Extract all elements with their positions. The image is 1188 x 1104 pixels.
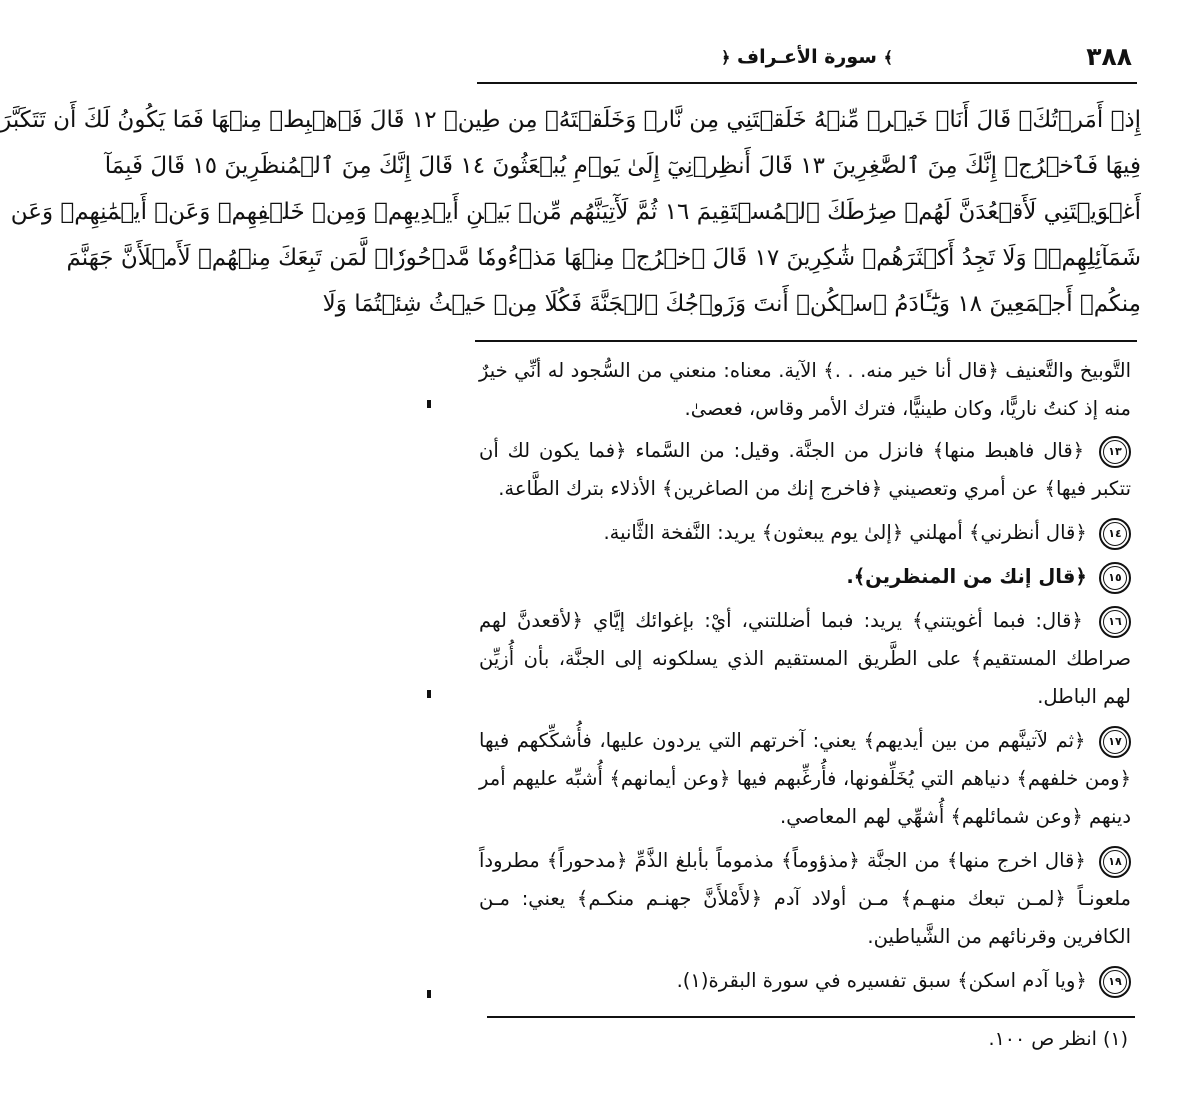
tafsir-paragraph-17 (479, 722, 1131, 836)
tafsir-paragraph-19 (479, 962, 1131, 1000)
tafsir-paragraph (479, 352, 1131, 428)
tafsir-text: ﴿قال إنك من المنظرين﴾. (846, 565, 1087, 588)
footnote-rule (487, 1016, 1135, 1018)
ayah-number-marker: ١٥ (1099, 562, 1131, 594)
tafsir-paragraph-16 (479, 602, 1131, 716)
ayah-number-marker: ١٨ (1099, 846, 1131, 878)
section-divider (475, 340, 1137, 342)
tafsir-paragraph-13 (479, 432, 1131, 508)
quran-line: إِذۡ أَمَرۡتُكَۖ قَالَ أَنَا۠ خَيۡرٞ مِّنۡهُ خَلَقۡتَنِي مِن نَّارٖ وَخَلَقۡتَهُۥ مِن طِينٖ ١٢ قَالَ فَٱهۡبِطۡ مِنۡهَا فَمَا يَكُونُ لَكَ أَن تَتَكَبَّرَ (0, 107, 1141, 133)
tafsir-text: التَّوبيخ والتَّعنيف ﴿قال أنا خير منه. . .﴾ الآية. معناه: منعني من السُّجود له أنِّي خيرٌ منه إذ كنتُ ناريًّا، وكان طينيًّا، فترك الأمر وقاس، فعصىٰ. (479, 359, 1131, 420)
tafsir-block (479, 352, 1131, 1006)
quran-line: أَغۡوَيۡتَنِي لَأَقۡعُدَنَّ لَهُمۡ صِرَٰطَكَ ٱلۡمُسۡتَقِيمَ ١٦ ثُمَّ لَأٓتِيَنَّهُم مِّنۢ بَيۡنِ أَيۡدِيهِمۡ وَمِنۡ خَلۡفِهِمۡ وَعَنۡ أَيۡمَٰنِهِمۡ وَعَن (10, 199, 1141, 225)
ornament-close: ﴿ (721, 48, 731, 67)
footnote: (١) انظر ص ١٠٠. (988, 1028, 1128, 1050)
tafsir-text: ﴿ثم لآتينَّهم من بين أيديهم﴾ يعني: آخرتهم التي يردون عليها، فأُشكِّكهم فيها ﴿ومن خلفهم﴾ دنياهم التي يُخَلِّفونها، فأُرغِّبهم فيها ﴿وعن أيمانهم﴾ أُشبِّه عليهم أمر دينهم ﴿وعن شمائلهم﴾ أُشهِّي لهم المعاصي. (479, 729, 1131, 828)
tafsir-paragraph-18 (479, 842, 1131, 956)
quran-text-block (0, 98, 1141, 328)
scan-edge-mark (427, 690, 431, 698)
surah-title (482, 46, 1132, 68)
quran-line: شَمَآئِلِهِمۡۖ وَلَا تَجِدُ أَكۡثَرَهُمۡ شَٰكِرِينَ ١٧ قَالَ ٱخۡرُجۡ مِنۡهَا مَذۡءُومٗا مَّدۡحُورٗاۖ لَّمَن تَبِعَكَ مِنۡهُمۡ لَأَمۡلَأَنَّ جَهَنَّمَ (66, 245, 1141, 271)
quran-line: مِنكُمۡ أَجۡمَعِينَ ١٨ وَيَٰٓـَٔادَمُ ٱسۡكُنۡ أَنتَ وَزَوۡجُكَ ٱلۡجَنَّةَ فَكُلَا مِنۡ حَيۡثُ شِئۡتُمَا وَلَا (322, 291, 1141, 317)
tafsir-text: ﴿قال فاهبط منها﴾ فانزل من الجنَّة. وقيل: من السَّماء ﴿فما يكون لك أن تتكبر فيها﴾ عن أمري وتعصيني ﴿فاخرج إنك من الصاغرين﴾ الأذلاء بترك الطَّاعة. (479, 439, 1131, 500)
scan-edge-mark (427, 990, 431, 998)
ayah-number-marker: ١٣ (1099, 436, 1131, 468)
ayah-number-marker: ١٤ (1099, 518, 1131, 550)
tafsir-paragraph-14 (479, 514, 1131, 552)
tafsir-text: ﴿ويا آدم اسكن﴾ سبق تفسيره في سورة البقرة(١). (676, 969, 1087, 992)
tafsir-text: ﴿قال أنظرني﴾ أمهلني ﴿إلىٰ يوم يبعثون﴾ يريد: النَّفخة الثَّانية. (603, 521, 1087, 544)
tafsir-text: ﴿قال: فبما أغويتني﴾ يريد: فبما أضللتني، أيْ: بإغوائك إيَّاي ﴿لأقعدنَّ لهم صراطك المستقيم﴾ على الطَّريق المستقيم الذي يسلكونه إلى الجنَّة، بأن أُزيِّن لهم الباطل. (479, 609, 1131, 708)
scan-edge-mark (427, 400, 431, 408)
tafsir-text: ﴿قال اخرج منها﴾ من الجنَّة ﴿مذؤوماً﴾ مذموماً بأبلغ الذَّمِّ ﴿مدحوراً﴾ مطروداً ملعونـاً ﴿لمـن تبعك منهـم﴾ مـن أولاد آدم ﴿لأَمْلأَنَّ جهنـم منكـم﴾ يعني: مـن الكافرين وقرنائهم من الشَّياطين. (479, 849, 1131, 948)
quran-line: فِيهَا فَٱخۡرُجۡ إِنَّكَ مِنَ ٱلصَّٰغِرِينَ ١٣ قَالَ أَنظِرۡنِيٓ إِلَىٰ يَوۡمِ يُبۡعَثُونَ ١٤ قَالَ إِنَّكَ مِنَ ٱلۡمُنظَرِينَ ١٥ قَالَ فَبِمَآ (104, 153, 1141, 179)
ayah-number-marker: ١٦ (1099, 606, 1131, 638)
page-number: ٣٨٨ (1086, 42, 1132, 71)
ayah-number-marker: ١٧ (1099, 726, 1131, 758)
page-header (482, 38, 1132, 78)
header-rule (477, 82, 1137, 84)
surah-title-text: سورة الأعـراف (737, 46, 877, 68)
ornament-open: ﴾ (883, 48, 893, 67)
tafsir-paragraph-15 (479, 558, 1131, 596)
ayah-number-marker: ١٩ (1099, 966, 1131, 998)
